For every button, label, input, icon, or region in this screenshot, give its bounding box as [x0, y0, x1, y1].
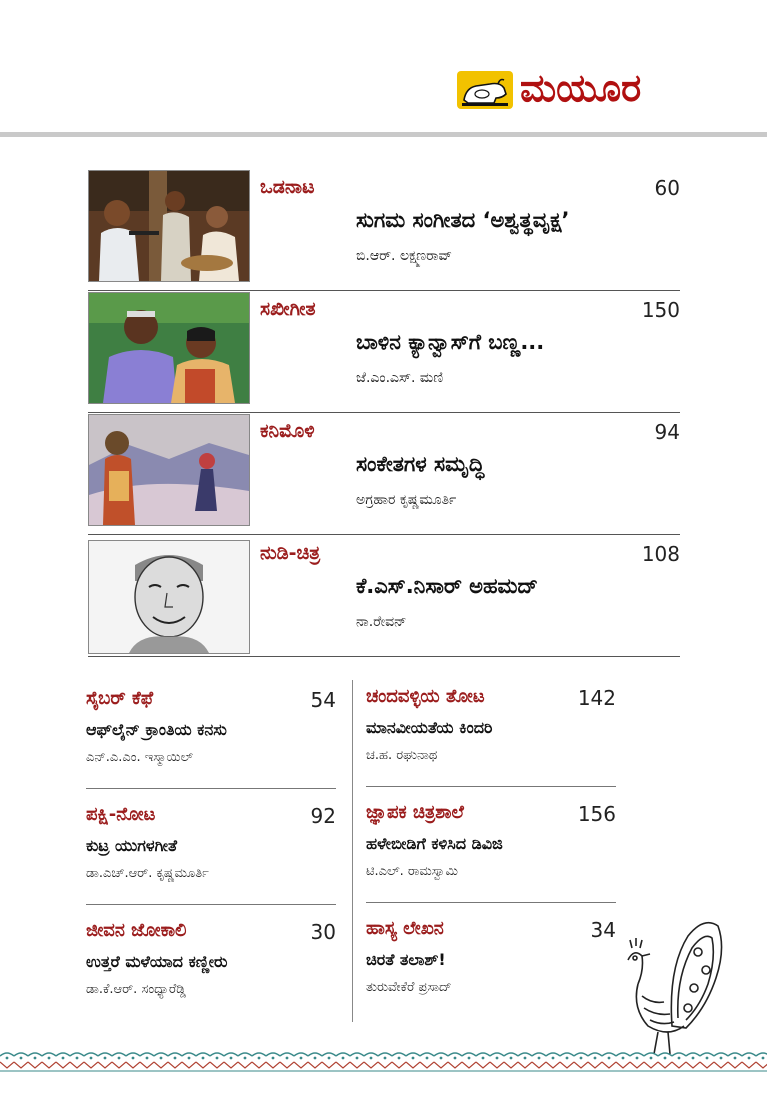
entry-author: ಡಾ.ಕೆ.ಆರ್. ಸಂಧ್ಯಾರೆಡ್ಡಿ [86, 982, 186, 997]
nandi-bull-icon [456, 70, 514, 110]
feature-title: ಕೆ.ಎಸ್.ನಿಸಾರ್ ಅಹಮದ್ [356, 574, 538, 598]
feature-divider [88, 534, 680, 535]
column-entry[interactable] [86, 688, 336, 788]
entry-page-number: 156 [577, 802, 616, 826]
feature-thumbnail [88, 414, 250, 526]
feature-entry[interactable] [88, 536, 680, 656]
feature-divider [88, 656, 680, 657]
entry-author: ಡಾ.ಎಚ್.ಆರ್. ಕೃಷ್ಣಮೂರ್ತಿ [86, 866, 209, 881]
feature-thumbnail [88, 540, 250, 654]
entry-title: ಕುಟ್ರ ಯುಗಳಗೀತೆ [86, 836, 178, 855]
entry-category: ಜೀವನ ಜೋಕಾಲಿ [86, 920, 187, 941]
column-entry[interactable] [366, 686, 616, 786]
entry-category: ಸೈಬರ್ ಕೆಫೆ [86, 688, 154, 709]
feature-category: ನುಡಿ-ಚಿತ್ರ [260, 542, 321, 564]
feature-thumbnail [88, 170, 250, 282]
feature-thumbnail [88, 292, 250, 404]
entry-divider [366, 902, 616, 903]
feature-entry[interactable] [88, 292, 680, 412]
feature-title: ಸಂಕೇತಗಳ ಸಮೃದ್ಧಿ [356, 452, 485, 476]
feature-category: ಸಖೀಗೀತ [260, 298, 316, 320]
feature-author: ಬಿ.ಆರ್. ಲಕ್ಷ್ಮಣರಾವ್ [356, 248, 452, 264]
entry-title: ಚಿರತೆ ತಲಾಶ್! [366, 950, 446, 969]
feature-author: ಅಗ್ರಹಾರ ಕೃಷ್ಣಮೂರ್ತಿ [356, 492, 457, 508]
feature-title: ಸುಗಮ ಸಂಗೀತದ ‘ಅಶ್ವತ್ಥವೃಕ್ಷ’ [356, 208, 570, 232]
feature-category: ಒಡನಾಟ [260, 176, 315, 198]
feature-category: ಕನಿಮೊಳಿ [260, 420, 315, 442]
masthead-logo [456, 64, 680, 112]
feature-page-number: 108 [641, 542, 680, 566]
entry-page-number: 30 [310, 920, 336, 944]
entry-title: ಮಾನವೀಯತೆಯ ಕಿಂದರಿ [366, 718, 493, 737]
column-entry[interactable] [366, 918, 616, 1018]
entry-page-number: 142 [577, 686, 616, 710]
entry-author: ತುರುವೇಕೆರೆ ಪ್ರಸಾದ್ [366, 980, 452, 995]
entry-author: ಚ.ಹ. ರಘುನಾಥ [366, 748, 438, 763]
feature-author: ನಾ.ರೇವನ್ [356, 614, 407, 630]
feature-entry[interactable] [88, 170, 680, 290]
entry-title: ಉತ್ತರೆ ಮಳೆಯಾದ ಕಣ್ಣೀರು [86, 952, 228, 971]
feature-divider [88, 412, 680, 413]
feature-entry[interactable] [88, 414, 680, 534]
entry-category: ಚಂದವಳ್ಳಿಯ ತೋಟ [366, 686, 485, 707]
entry-page-number: 54 [310, 688, 336, 712]
musicians-photo [89, 171, 249, 281]
masthead-title: ಮಯೂರ [520, 66, 642, 110]
column-entry[interactable] [366, 802, 616, 902]
entry-author: ಟಿ.ಎಲ್. ರಾಮಸ್ವಾಮಿ [366, 864, 458, 879]
entry-author: ಎನ್.ಎ.ಎಂ. ಇಸ್ಮಾಯಿಲ್ [86, 750, 194, 765]
entry-divider [366, 786, 616, 787]
couple-photo [89, 293, 249, 403]
entry-category: ಹಾಸ್ಯ ಲೇಖನ [366, 918, 444, 939]
entry-category: ಜ್ಞಾಪಕ ಚಿತ್ರಶಾಲೆ [366, 802, 464, 823]
peacock-folk-art [608, 908, 728, 1058]
feature-page-number: 150 [641, 298, 680, 322]
header-rule [0, 132, 767, 137]
entry-divider [86, 904, 336, 905]
entry-divider [86, 788, 336, 789]
sketch-portrait-image [89, 541, 249, 653]
entry-title: ಹಳೇಬೀಡಿಗೆ ಕಳಿಸಿದ ಡಿವಿಜಿ [366, 834, 503, 853]
entry-page-number: 92 [310, 804, 336, 828]
painting-image [89, 415, 249, 525]
feature-author: ಜೆ.ಎಂ.ಎಸ್. ಮಣಿ [356, 370, 444, 386]
feature-divider [88, 290, 680, 291]
feature-title: ಬಾಳಿನ ಕ್ಯಾನ್ವಾಸ್‌ಗೆ ಬಣ್ಣ... [356, 330, 545, 354]
feature-page-number: 94 [654, 420, 680, 444]
column-entry[interactable] [86, 804, 336, 904]
column-divider [352, 680, 353, 1022]
footer-lace-border [0, 1050, 767, 1072]
entry-page-number: 34 [590, 918, 616, 942]
column-entry[interactable] [86, 920, 336, 1020]
entry-title: ಆಫ್‌ಲೈನ್ ಕ್ರಾಂತಿಯ ಕನಸು [86, 720, 227, 739]
feature-page-number: 60 [654, 176, 680, 200]
entry-category: ಪಕ್ಷಿ-ನೋಟ [86, 804, 156, 825]
